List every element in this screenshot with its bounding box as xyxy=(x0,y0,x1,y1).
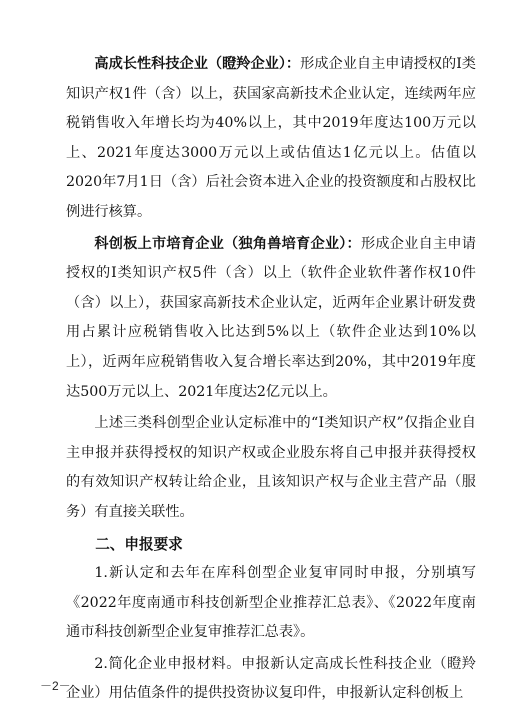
page-number: －2－ xyxy=(40,679,71,693)
paragraph-text: 形成企业自主申请授权的Ⅰ类知识产权5件（含）以上（软件企业软件著作权10件（含）以上），获国家高新技术企业认定，近两年企业累计研发费用占累计应税销售收入比达到5%以上（软件企业达到10%以上），近两年应税销售收入复合增长率达到20%，其中2019年度达500万元以上、2021年度达2亿元以上。 xyxy=(66,235,476,400)
requirement-item-2: 2.简化企业申报材料。申报新认定高成长性科技企业（瞪羚企业）用估值条件的提供投资协议复印件，申报新认定科创板上 xyxy=(66,655,476,702)
requirement-item-1: 1.新认定和去年在库科创型企业复审同时申报，分别填写《2022年度南通市科技创新型企业推荐汇总表》、《2022年度南通市科技创新型企业复审推荐汇总表》。 xyxy=(66,565,476,641)
paragraph-text: 上述三类科创型企业认定标准中的“Ⅰ类知识产权”仅指企业自主申报并获得授权的知识产权或企业股东将自己申报并获得授权的有效知识产权转让给企业，且该知识产权与企业主营产品（服务）有直接关联性。 xyxy=(66,415,476,520)
section-heading: 二、申报要求 xyxy=(95,535,183,553)
criteria-paragraph-gazelle xyxy=(66,50,476,228)
document-page xyxy=(66,50,476,709)
paragraph-lead: 科创板上市培育企业（独角兽培育企业）： xyxy=(94,235,361,252)
criteria-paragraph-unicorn xyxy=(66,230,476,408)
ip-note-paragraph xyxy=(66,409,476,527)
paragraph-lead: 高成长性科技企业（瞪羚企业）： xyxy=(94,56,301,72)
paragraph-text: 形成企业自主申请授权的Ⅰ类知识产权1件（含）以上，获国家高新技术企业认定，连续两年应税销售收入年增长均为40%以上，其中2019年度达100万元以上、2021年度达3000万元以上或估值达1亿元以上。估值以2020年7月1日（含）后社会资本进入企业的投资额度和占股权比例进行核算。 xyxy=(66,56,476,220)
